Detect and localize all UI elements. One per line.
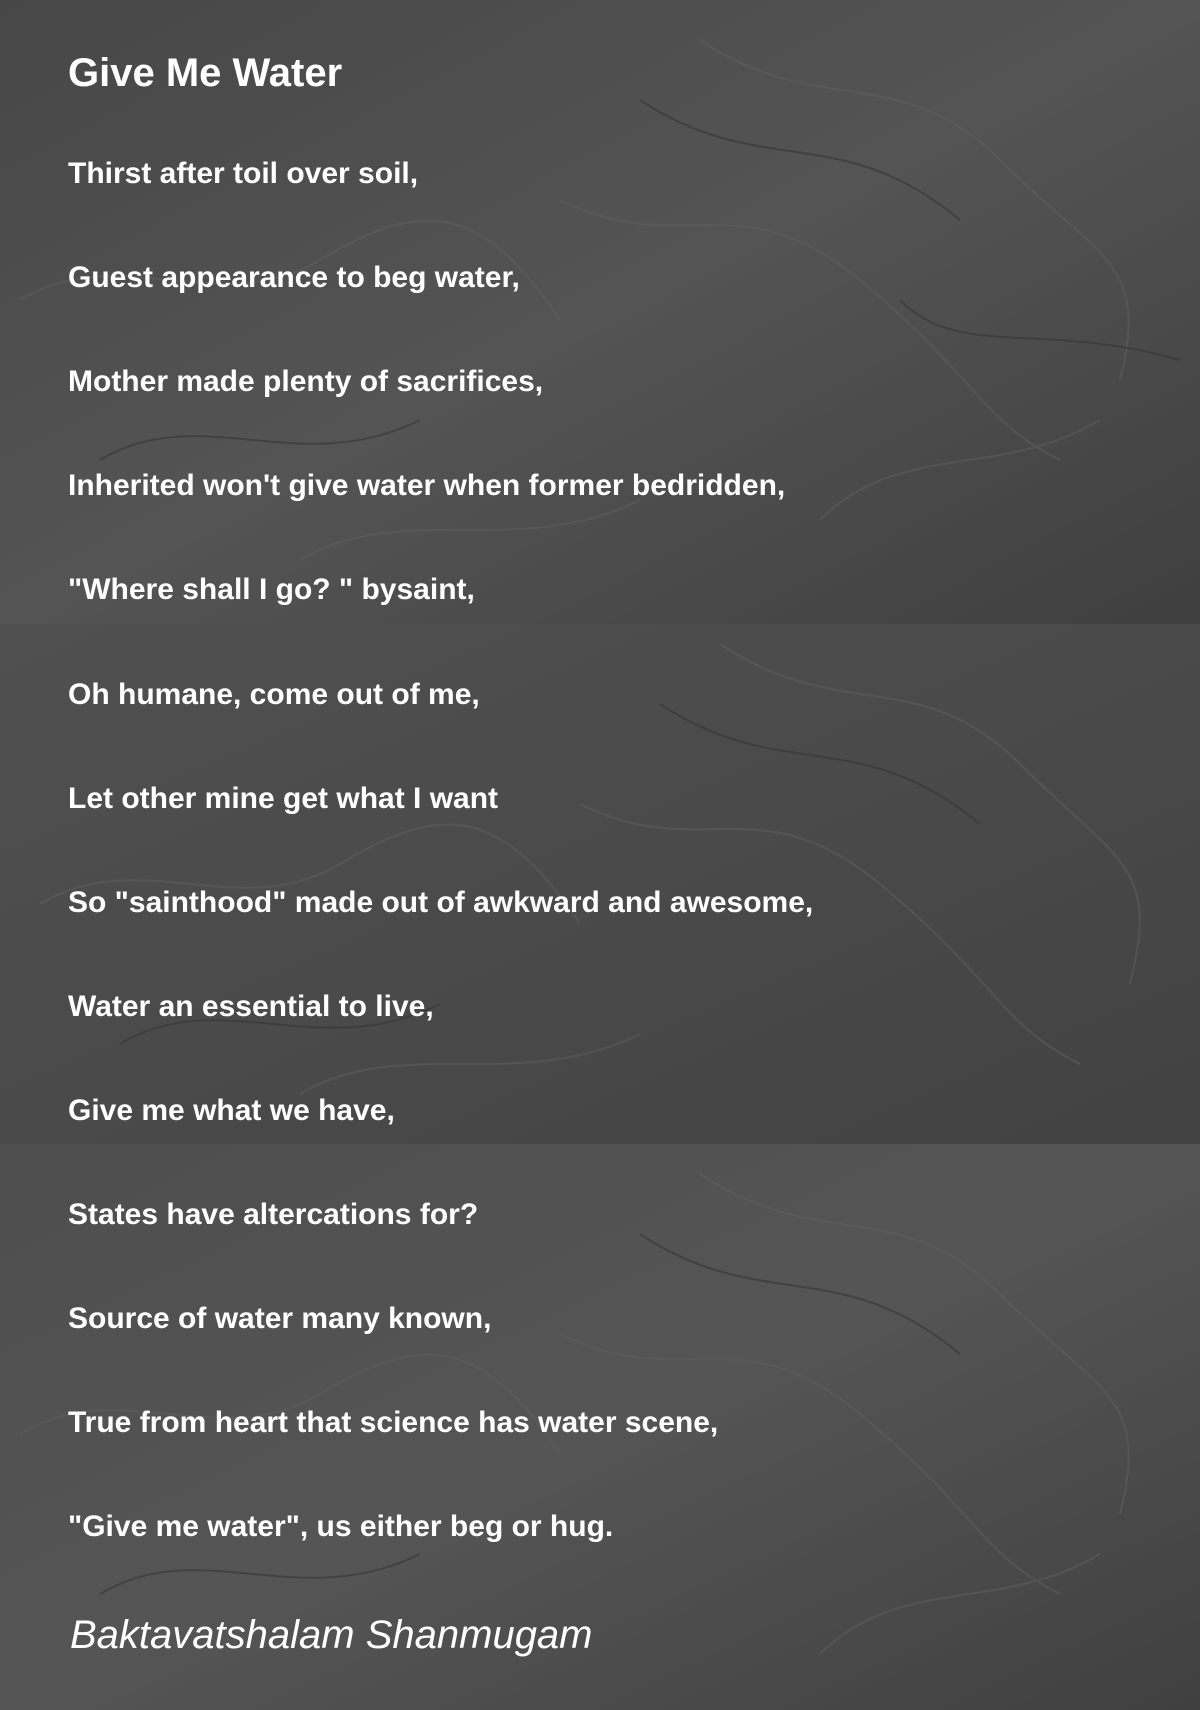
poem-line: Let other mine get what I want <box>68 782 499 815</box>
poem-line: Thirst after toil over soil, <box>68 157 419 190</box>
poem-line: "Where shall I go? " bysaint, <box>68 573 475 606</box>
poem-line: Water an essential to live, <box>68 990 434 1023</box>
poem-line: Guest appearance to beg water, <box>68 261 520 294</box>
poem-line: "Give me water", us either beg or hug. <box>68 1510 614 1543</box>
poem-line: Mother made plenty of sacrifices, <box>68 365 544 398</box>
poem-line: Oh humane, come out of me, <box>68 678 480 711</box>
poem-line: Source of water many known, <box>68 1302 492 1335</box>
poem-title: Give Me Water <box>68 51 343 95</box>
poem-line: True from heart that science has water scene, <box>68 1406 719 1439</box>
poem-line: Inherited won't give water when former bedridden, <box>68 469 786 502</box>
poem-line: States have altercations for? <box>68 1198 479 1231</box>
poem-line: So "sainthood" made out of awkward and awesome, <box>68 886 814 919</box>
poem-line: Give me what we have, <box>68 1094 395 1127</box>
poem-author: Baktavatshalam Shanmugam <box>70 1613 593 1657</box>
